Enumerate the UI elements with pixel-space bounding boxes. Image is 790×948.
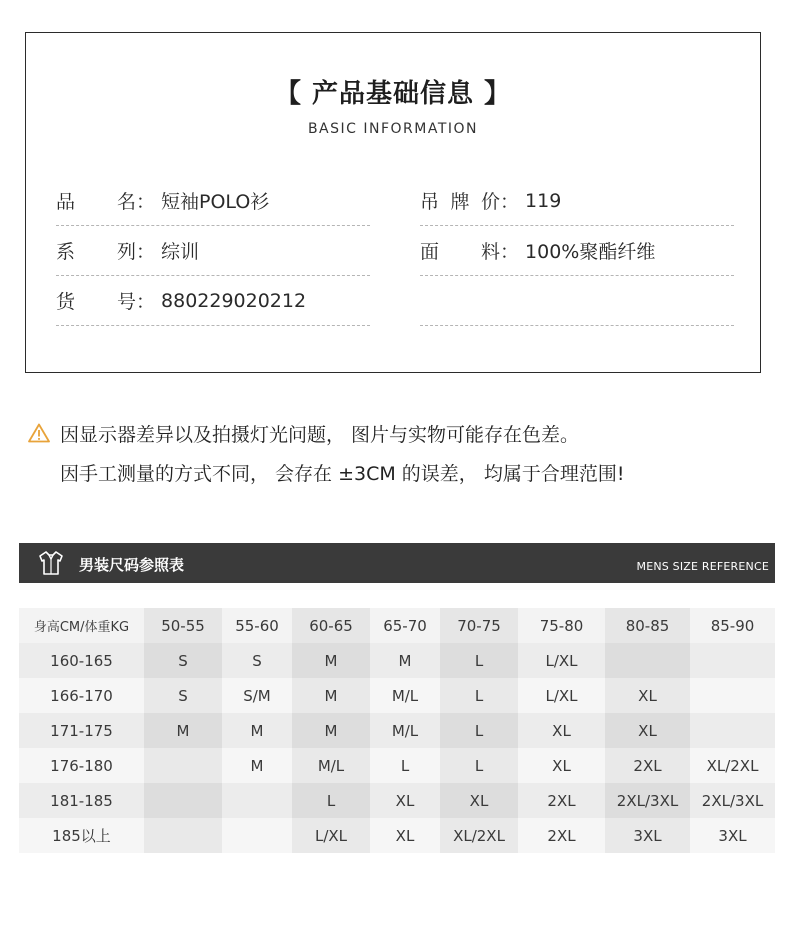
info-row-name: 品 名 ： 短袖POLO衫 [56, 176, 370, 226]
size-cell: S/M [222, 678, 292, 713]
info-row-series: 系 列 ： 综训 [56, 226, 370, 276]
size-cell: S [222, 643, 292, 678]
info-subtitle: BASIC INFORMATION [307, 121, 479, 137]
size-cell: XL [370, 783, 440, 818]
info-value: 短袖POLO衫 [161, 191, 270, 213]
size-cell [144, 748, 222, 783]
size-cell: M [144, 713, 222, 748]
size-cell: L [440, 678, 518, 713]
table-header-cell: 75-80 [518, 608, 605, 643]
size-cell [690, 713, 775, 748]
size-chart-title: 男装尺码参照表 [79, 556, 185, 574]
info-value: 119 [525, 189, 562, 212]
info-row-price: 吊牌价 ： 119 [420, 176, 734, 226]
info-value: 880229020212 [161, 289, 307, 312]
size-cell: XL [605, 713, 690, 748]
size-cell: S [144, 678, 222, 713]
table-row [19, 678, 775, 713]
size-cell: XL [518, 713, 605, 748]
size-cell: L [440, 713, 518, 748]
size-cell: M [292, 643, 370, 678]
size-cell: M [292, 713, 370, 748]
info-value: 综训 [161, 241, 200, 263]
size-cell [690, 678, 775, 713]
height-cell: 176-180 [19, 748, 144, 783]
height-cell: 160-165 [19, 643, 144, 678]
size-cell [222, 783, 292, 818]
height-cell: 181-185 [19, 783, 144, 818]
size-cell [605, 643, 690, 678]
warning-triangle-icon [28, 423, 50, 443]
size-cell: XL [518, 748, 605, 783]
size-cell [144, 783, 222, 818]
size-cell: 2XL [605, 748, 690, 783]
size-cell: M/L [292, 748, 370, 783]
info-label: 系 列 [56, 241, 136, 263]
info-title: 【 产品基础信息 】 [274, 79, 512, 109]
size-cell: L [292, 783, 370, 818]
size-cell: 3XL [605, 818, 690, 853]
table-header-cell: 85-90 [690, 608, 775, 643]
size-cell: XL [440, 783, 518, 818]
info-row-sku: 货 号 ： 880229020212 [56, 276, 370, 326]
notice-line-2: 因手工测量的方式不同， 会存在 ±3CM 的误差， 均属于合理范围! [60, 463, 625, 485]
table-header-cell: 55-60 [222, 608, 292, 643]
height-cell: 171-175 [19, 713, 144, 748]
size-cell: XL/2XL [440, 818, 518, 853]
size-cell: M/L [370, 678, 440, 713]
info-label: 品 名 [56, 191, 136, 213]
size-cell: L/XL [518, 643, 605, 678]
height-cell: 185以上 [19, 818, 144, 853]
table-header-row [19, 608, 775, 643]
info-label: 面 料 [420, 241, 500, 263]
table-header-cell: 70-75 [440, 608, 518, 643]
shirt-logo-icon [37, 550, 65, 576]
info-label: 货 号 [56, 291, 136, 313]
table-row [19, 643, 775, 678]
size-cell: XL [370, 818, 440, 853]
table-header-cell: 60-65 [292, 608, 370, 643]
size-cell: L [370, 748, 440, 783]
size-cell [144, 818, 222, 853]
table-header-cell: 身高CM/体重KG [19, 608, 144, 643]
table-row [19, 818, 775, 853]
table-header-cell: 50-55 [144, 608, 222, 643]
info-label: 吊牌价 [420, 191, 500, 213]
size-cell: XL [605, 678, 690, 713]
size-cell: XL/2XL [690, 748, 775, 783]
size-cell: L/XL [292, 818, 370, 853]
size-cell: 2XL [518, 818, 605, 853]
size-cell: M [222, 748, 292, 783]
info-row-fabric: 面 料 ： 100%聚酯纤维 [420, 226, 734, 276]
size-cell: L [440, 643, 518, 678]
table-row [19, 713, 775, 748]
size-cell: M [222, 713, 292, 748]
size-cell: 2XL [518, 783, 605, 818]
basic-info-card [25, 32, 761, 373]
size-cell [690, 643, 775, 678]
table-header-cell: 65-70 [370, 608, 440, 643]
size-chart-table [19, 608, 775, 853]
table-row [19, 783, 775, 818]
notice-line-1: 因显示器差异以及拍摄灯光问题， 图片与实物可能存在色差。 [60, 424, 580, 446]
height-cell: 166-170 [19, 678, 144, 713]
size-cell [222, 818, 292, 853]
size-cell: M [292, 678, 370, 713]
size-cell: S [144, 643, 222, 678]
size-cell: L [440, 748, 518, 783]
size-cell: 2XL/3XL [605, 783, 690, 818]
size-cell: 3XL [690, 818, 775, 853]
table-row [19, 748, 775, 783]
size-cell: M/L [370, 713, 440, 748]
table-header-cell: 80-85 [605, 608, 690, 643]
size-cell: 2XL/3XL [690, 783, 775, 818]
size-cell: M [370, 643, 440, 678]
size-cell: L/XL [518, 678, 605, 713]
size-chart-subtitle: MENS SIZE REFERENCE [636, 560, 769, 573]
info-row-empty [420, 276, 734, 326]
size-chart-header [19, 543, 775, 583]
info-value: 100%聚酯纤维 [525, 241, 656, 263]
